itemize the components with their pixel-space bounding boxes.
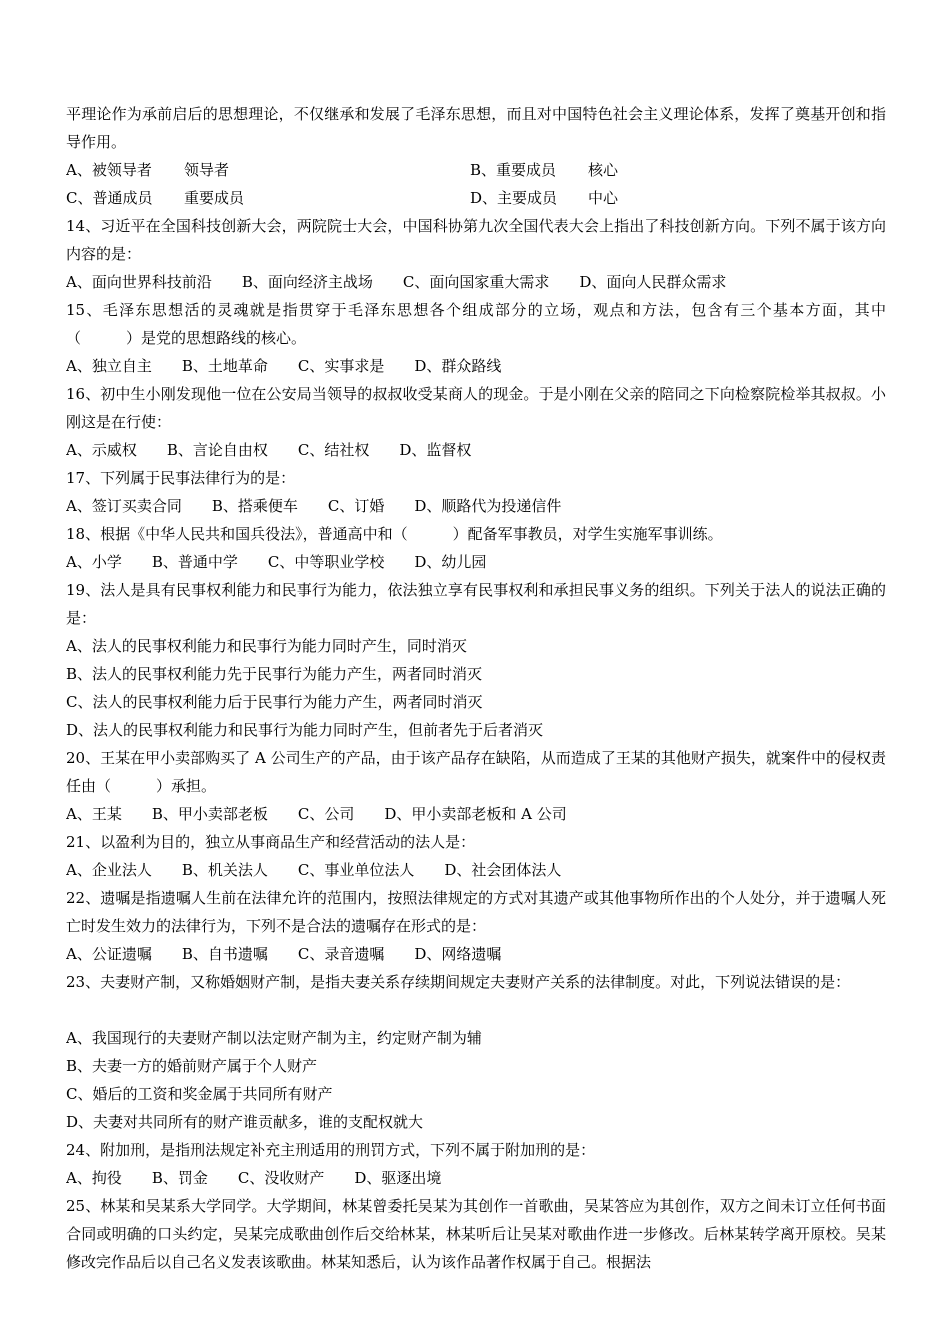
q17-option-c: C、订婚 [327,497,385,515]
q17-option-d: D、顺路代为投递信件 [414,497,562,515]
q16-option-a: A、示威权 [66,441,137,459]
question-21-options [66,856,886,884]
q24-option-b: B、罚金 [151,1169,208,1187]
q14-option-d: D、面向人民群众需求 [579,273,727,291]
question-18-stem: 18、根据《中华人民共和国兵役法》，普通高中和（ ）配备军事教员，对学生实施军事训练。 [66,525,723,543]
question-13-options-row-1 [66,156,886,184]
q18-option-a: A、小学 [66,553,122,571]
question-20-stem: 20、王某在甲小卖部购买了 A 公司生产的产品，由于该产品存在缺陷，从而造成了王某的其他财产损失，就案件中的侵权责任由（ ）承担。 [66,749,886,795]
question-15-options [66,352,886,380]
q13-option-d-2: 中心 [588,189,619,207]
q20-option-d: D、甲小卖部老板和 A 公司 [384,805,567,823]
q16-option-c: C、结社权 [297,441,370,459]
q19-option-c: C、法人的民事权利能力后于民事行为能力产生，两者同时消灭 [66,693,483,711]
q14-option-b: B、面向经济主战场 [241,273,373,291]
q13-option-a-1: A、被领导者 [66,161,152,179]
question-19-stem: 19、法人是具有民事权利能力和民事行为能力，依法独立享有民事权利和承担民事义务的组织。下列关于法人的说法正确的是： [66,581,886,627]
question-24-stem: 24、附加刑，是指刑法规定补充主刑适用的刑罚方式，下列不属于附加刑的是： [66,1141,596,1159]
q23-option-b: B、夫妻一方的婚前财产属于个人财产 [66,1057,318,1075]
q15-option-d: D、群众路线 [414,357,502,375]
question-13-stem: 平理论作为承前启后的思想理论，不仅继承和发展了毛泽东思想，而且对中国特色社会主义理论体系，发挥了奠基开创和指导作用。 [66,105,886,151]
q13-option-b-1: B、重要成员 [470,161,557,179]
q19-option-d: D、法人的民事权利能力和民事行为能力同时产生，但前者先于后者消灭 [66,721,544,739]
question-18-options [66,548,886,576]
question-24-options [66,1164,886,1192]
q20-option-a: A、王某 [66,805,122,823]
q17-option-a: A、签订买卖合同 [66,497,182,515]
q15-option-b: B、土地革命 [181,357,268,375]
q16-option-d: D、监督权 [399,441,472,459]
q23-option-a: A、我国现行的夫妻财产制以法定财产制为主，约定财产制为辅 [66,1029,482,1047]
question-22-options [66,940,886,968]
question-16-stem: 16、初中生小刚发现他一位在公安局当领导的叔叔收受某商人的现金。于是小刚在父亲的陪同之下向检察院检举其叔叔。小刚这是在行使： [66,385,886,431]
question-17-stem: 17、下列属于民事法律行为的是： [66,469,296,487]
q13-option-d-1: D、主要成员 [470,189,558,207]
q17-option-b: B、搭乘便车 [211,497,298,515]
q23-option-d: D、夫妻对共同所有的财产谁贡献多，谁的支配权就大 [66,1113,424,1131]
question-14-stem: 14、习近平在全国科技创新大会，两院院士大会，中国科协第九次全国代表大会上指出了科技创新方向。下列不属于该方向内容的是： [66,217,886,263]
q13-option-b-2: 核心 [588,161,619,179]
q16-option-b: B、言论自由权 [166,441,268,459]
q20-option-c: C、公司 [297,805,355,823]
q13-option-a-2: 领导者 [184,161,230,179]
q14-option-c: C、面向国家重大需求 [402,273,550,291]
q18-option-d: D、幼儿园 [414,553,487,571]
q21-option-a: A、企业法人 [66,861,152,879]
question-25-stem: 25、林某和吴某系大学同学。大学期间，林某曾委托吴某为其创作一首歌曲，吴某答应为其创作，双方之间未订立任何书面合同或明确的口头约定，吴某完成歌曲创作后交给林某，林某听后让吴某对歌曲作进一步修改。后林某转学离开原校。吴某修改完作品后以自己名义发表该歌曲。林某知悉后，认为该作品著作权属于自己。根据法 [66,1197,886,1271]
q19-option-a: A、法人的民事权利能力和民事行为能力同时产生，同时消灭 [66,637,467,655]
question-21-stem: 21、以盈利为目的，独立从事商品生产和经营活动的法人是： [66,833,476,851]
q14-option-a: A、面向世界科技前沿 [66,273,212,291]
question-17-options [66,492,886,520]
q22-option-d: D、网络遗嘱 [414,945,502,963]
question-23-stem: 23、夫妻财产制，又称婚姻财产制，是指夫妻关系存续期间规定夫妻财产关系的法律制度。对此，下列说法错误的是： [66,973,851,991]
question-16-options [66,436,886,464]
q22-option-b: B、自书遗嘱 [181,945,268,963]
q21-option-b: B、机关法人 [181,861,268,879]
question-14-options [66,268,886,296]
exam-page [66,100,886,1276]
q21-option-d: D、社会团体法人 [444,861,562,879]
q22-option-c: C、录音遗嘱 [297,945,385,963]
q24-option-d: D、驱逐出境 [354,1169,442,1187]
q13-option-c-1: C、普通成员 [66,189,153,207]
q24-option-c: C、没收财产 [237,1169,325,1187]
q19-option-b: B、法人的民事权利能力先于民事行为能力产生，两者同时消灭 [66,665,483,683]
q18-option-c: C、中等职业学校 [267,553,385,571]
question-20-options [66,800,886,828]
question-22-stem: 22、遗嘱是指遗嘱人生前在法律允许的范围内，按照法律规定的方式对其遗产或其他事物所作出的个人处分，并于遗嘱人死亡时发生效力的法律行为，下列不是合法的遗嘱存在形式的是： [66,889,886,935]
q13-option-c-2: 重要成员 [184,189,245,207]
q15-option-a: A、独立自主 [66,357,152,375]
question-15-stem: 15、毛泽东思想活的灵魂就是指贯穿于毛泽东思想各个组成部分的立场，观点和方法，包含有三个基本方面，其中（ ）是党的思想路线的核心。 [66,301,886,347]
q20-option-b: B、甲小卖部老板 [151,805,268,823]
q22-option-a: A、公证遗嘱 [66,945,152,963]
q23-option-c: C、婚后的工资和奖金属于共同所有财产 [66,1085,333,1103]
q18-option-b: B、普通中学 [151,553,238,571]
q24-option-a: A、拘役 [66,1169,122,1187]
q21-option-c: C、事业单位法人 [297,861,415,879]
q15-option-c: C、实事求是 [297,357,385,375]
question-13-options-row-2 [66,184,886,212]
